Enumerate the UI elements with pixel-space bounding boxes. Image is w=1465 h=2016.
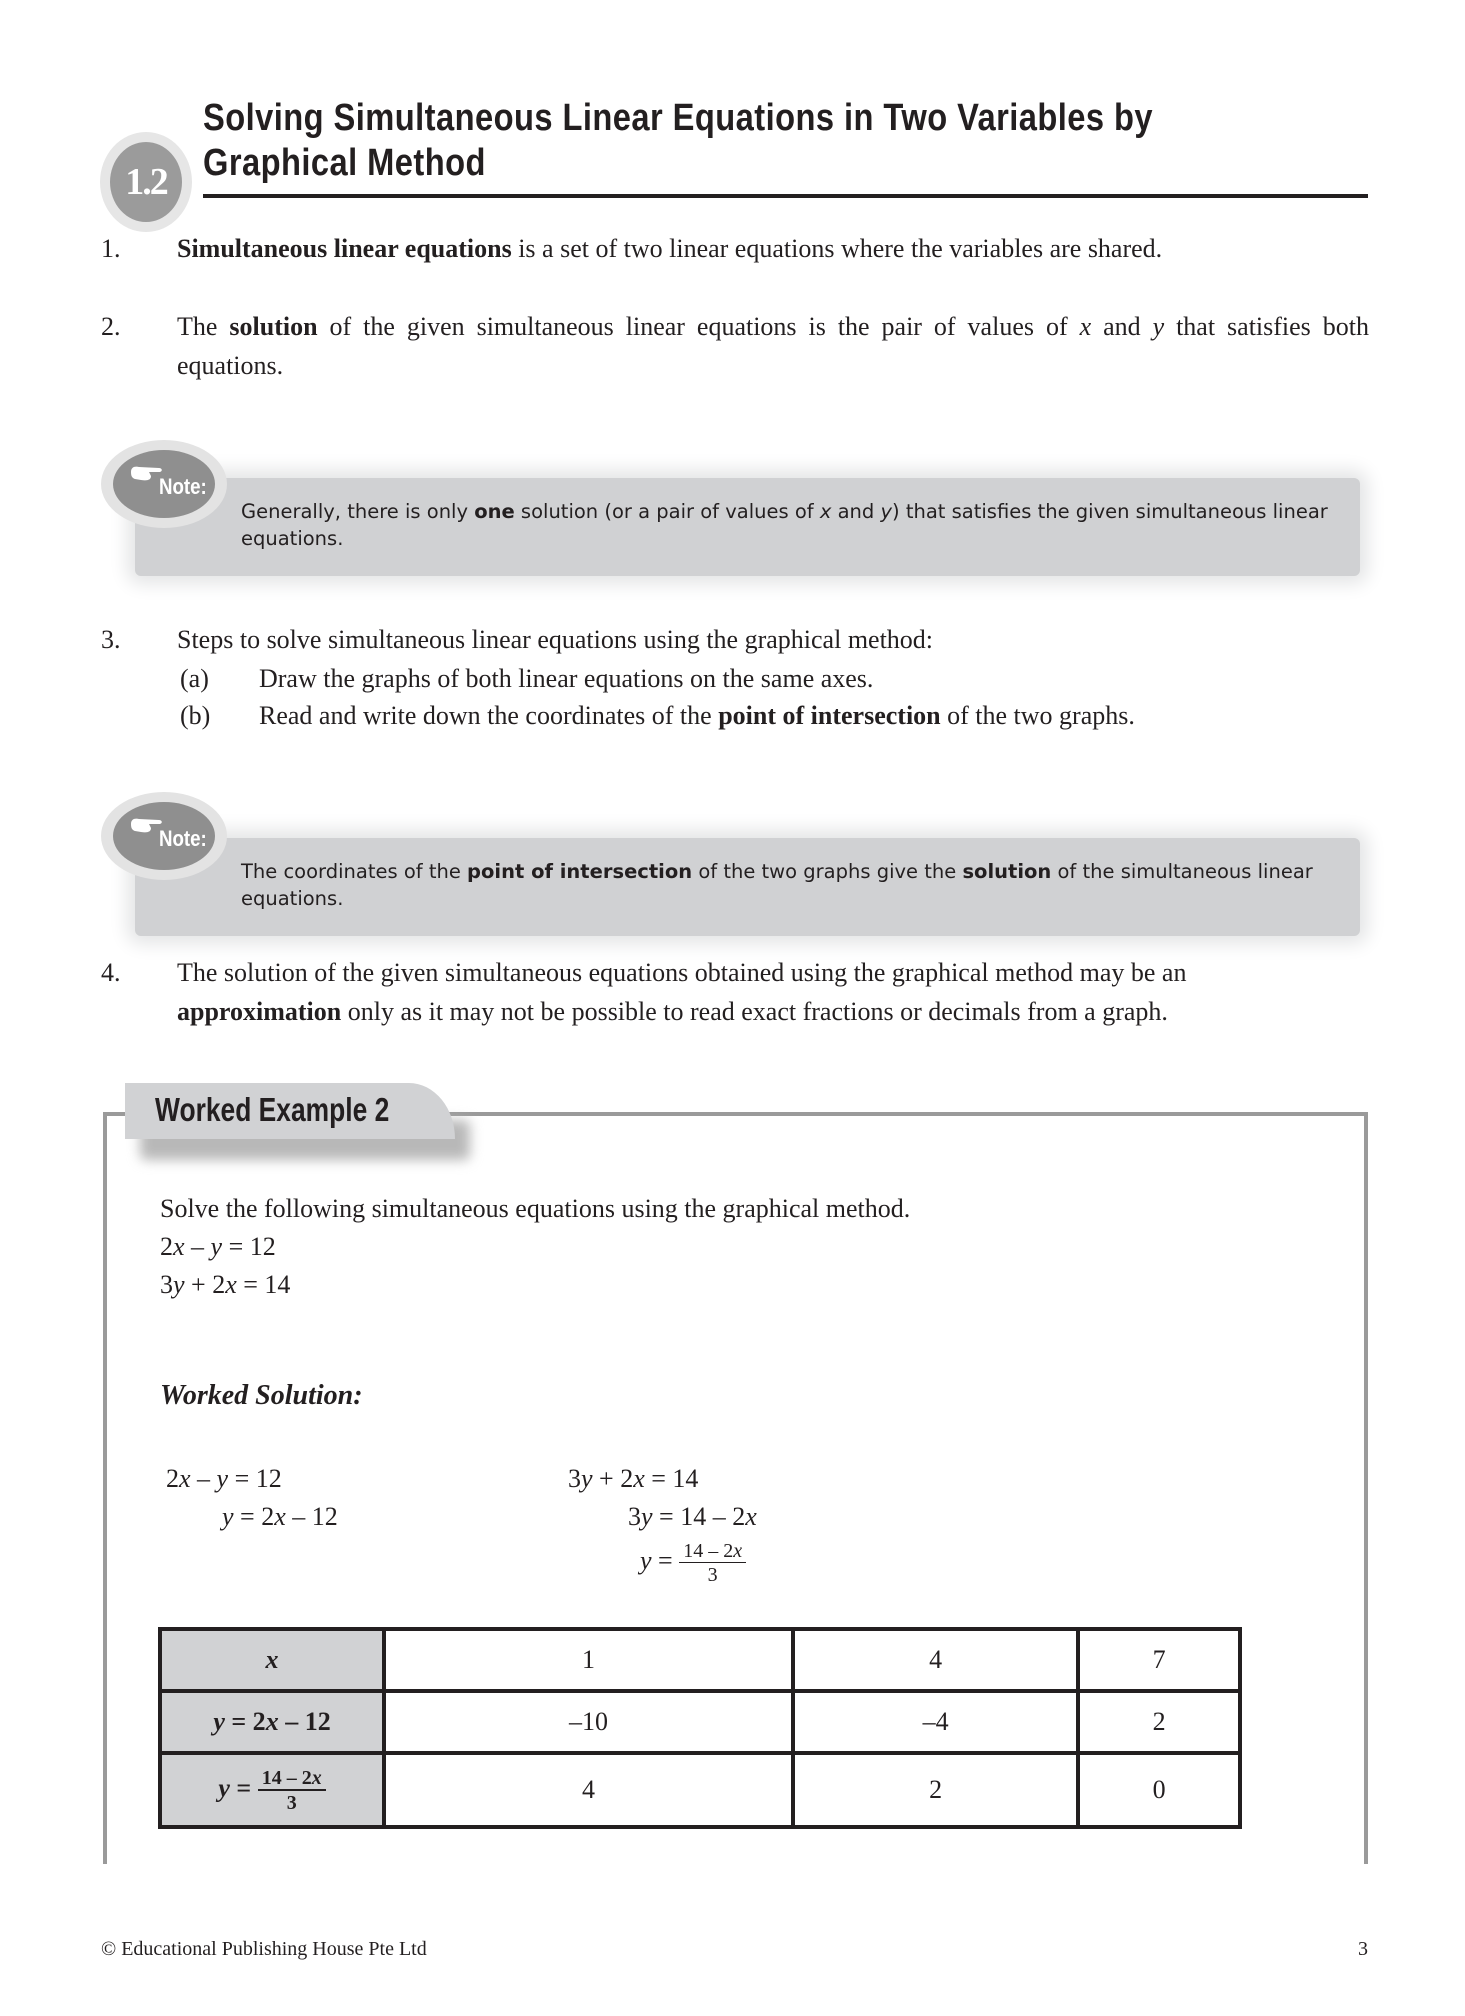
copyright-footer: © Educational Publishing House Pte Ltd xyxy=(101,1938,427,1960)
step-b: (b) Read and write down the coordinates of the point of intersection of the two graphs. xyxy=(180,701,1135,730)
note-label: Note: xyxy=(159,474,207,499)
table-of-values xyxy=(158,1627,1242,1829)
table-cell: 7 xyxy=(1078,1629,1240,1691)
table-cell: 2 xyxy=(793,1753,1078,1827)
solution-right-step-1: 3y + 2x = 14 xyxy=(568,1464,699,1493)
section-title xyxy=(203,96,1209,186)
table-cell: 2 xyxy=(1078,1691,1240,1753)
solution-left-step-1: 2x – y = 12 xyxy=(166,1464,282,1493)
row-header-y1: y = 2x – 12 xyxy=(160,1691,384,1753)
section-title-line1: Solving Simultaneous Linear Equations in Two Variables by xyxy=(203,97,1154,139)
note-badge xyxy=(101,440,227,528)
note-text: Generally, there is only one solution (or a pair of values of x and y) that satisfies the given simultaneous linear equations. xyxy=(241,500,1328,550)
question-text: Solve the following simultaneous equations using the graphical method. xyxy=(160,1194,911,1223)
note-text: The coordinates of the point of intersection of the two graphs give the solution of the simultaneous linear equations. xyxy=(241,860,1313,910)
table-cell: 0 xyxy=(1078,1753,1240,1827)
table-cell: –10 xyxy=(384,1691,793,1753)
row-header-y2: y = $\frac{14 - 2x}{3}$ xyxy=(160,1753,384,1827)
worked-example-tab xyxy=(125,1083,455,1139)
point-number: 2. xyxy=(101,312,121,341)
point-number: 4. xyxy=(101,958,121,987)
worked-example-title: Worked Example 2 xyxy=(155,1091,390,1128)
given-equation-1: 2x – y = 12 xyxy=(160,1232,276,1261)
fraction: $\frac{14 - 2x}{3}$ xyxy=(679,1540,746,1586)
step-a: (a) Draw the graphs of both linear equations on the same axes. xyxy=(180,664,874,693)
note-badge xyxy=(101,792,227,880)
term-simultaneous-linear-equations: Simultaneous linear equations xyxy=(177,234,512,263)
table-row-x xyxy=(160,1629,1240,1691)
table-cell: 4 xyxy=(793,1629,1078,1691)
page-number: 3 xyxy=(1358,1938,1368,1960)
table-row-y1 xyxy=(160,1691,1240,1753)
given-equation-2: 3y + 2x = 14 xyxy=(160,1270,291,1299)
section-number: 1.2 xyxy=(110,142,182,222)
section-title-line2: Graphical Method xyxy=(203,142,486,184)
term-solution: solution xyxy=(229,312,318,341)
term-approximation: approximation xyxy=(177,997,342,1026)
table-cell: 1 xyxy=(384,1629,793,1691)
solution-right-step-2: 3y = 14 – 2x xyxy=(628,1502,757,1531)
worked-solution-title: Worked Solution: xyxy=(160,1380,363,1411)
note-label: Note: xyxy=(159,826,207,851)
note-panel-1 xyxy=(135,478,1360,576)
note-panel-2 xyxy=(135,838,1360,936)
table-row-y2 xyxy=(160,1753,1240,1827)
row-header-x: x xyxy=(160,1629,384,1691)
section-title-rule xyxy=(203,194,1368,198)
table-cell: –4 xyxy=(793,1691,1078,1753)
solution-left-step-2: y = 2x – 12 xyxy=(222,1502,338,1531)
point-number: 3. xyxy=(101,625,121,654)
solution-right-step-3: y = $\frac{14 - 2x}{3}$ xyxy=(640,1540,746,1586)
section-number-badge xyxy=(100,132,192,232)
point-number: 1. xyxy=(101,234,121,263)
table-cell: 4 xyxy=(384,1753,793,1827)
